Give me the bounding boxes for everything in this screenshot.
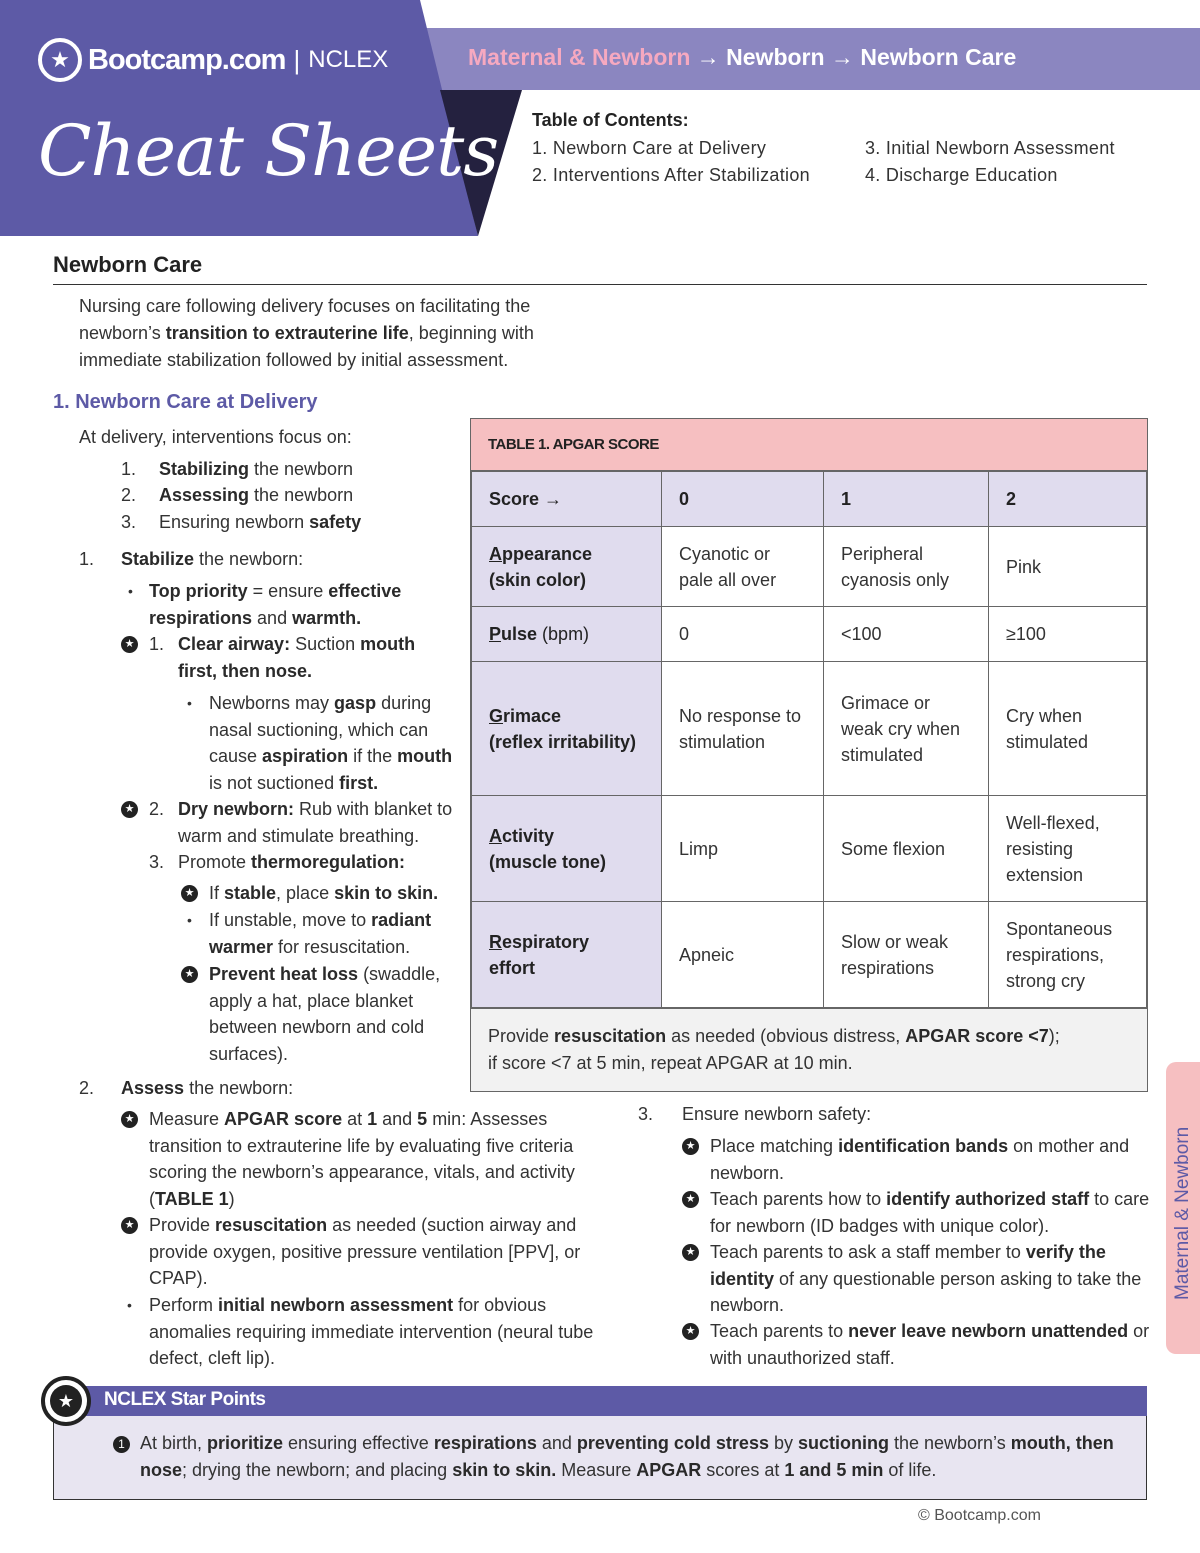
table-row — [472, 607, 1147, 662]
toc-title: Table of Contents: — [532, 110, 689, 130]
table-cell: Cyanotic or pale all over — [662, 527, 824, 607]
star-icon: ★ — [38, 38, 82, 82]
brand-name: Bootcamp.com — [88, 43, 286, 76]
star-icon: ★ — [50, 1385, 82, 1417]
list-number: 3. — [638, 1104, 654, 1124]
brand-separator: | — [293, 44, 301, 75]
star-bullet-icon: ★ — [682, 1191, 699, 1208]
list-number: 3. — [149, 852, 165, 872]
list-number: 2. — [79, 1078, 95, 1098]
table-row — [472, 662, 1147, 796]
star-bullet-icon: ★ — [121, 636, 138, 653]
table-footnote: Provide resuscitation as needed (obvious distress, APGAR score <7); if score <7 at 5 min, repeat APGAR at 10 min. — [471, 1008, 1147, 1091]
table-cell: Spontaneous respirations, strong cry — [989, 902, 1147, 1008]
table-cell: <100 — [824, 607, 989, 662]
list-number: 1. — [149, 634, 165, 654]
star-points-title: NCLEX Star Points — [104, 1389, 266, 1410]
table-cell: Well-flexed, resisting extension — [989, 796, 1147, 902]
product-name: NCLEX — [308, 46, 389, 73]
focus-item: Assessing the newborn — [159, 485, 354, 505]
star-badge — [41, 1376, 91, 1426]
focus-item: Ensuring newborn safety — [159, 512, 362, 532]
toc-item[interactable]: 3. Initial Newborn Assessment — [865, 138, 1115, 158]
table-cell: Slow or weak respirations — [824, 902, 989, 1008]
apgar-table — [470, 418, 1148, 1092]
list-number: 1. — [79, 549, 95, 569]
table-cell: Peripheral cyanosis only — [824, 527, 989, 607]
side-tab-label: Maternal & Newborn — [1172, 1126, 1193, 1300]
list-number: 1. — [121, 459, 137, 479]
star-bullet-icon: ★ — [682, 1138, 699, 1155]
bullet-icon: • — [128, 583, 133, 599]
subsection-heading: 1. Newborn Care at Delivery — [53, 391, 318, 413]
thermo-item: If unstable, move to radiant warmer for resuscitation. — [209, 910, 432, 957]
table-row — [472, 527, 1147, 607]
thermo-item: If stable, place skin to skin. — [209, 883, 439, 903]
assess-item: Measure APGAR score at 1 and 5 min: Assesses transition to extrauterine life by evaluating five criteria scoring the newborn’s appearance, vitals, and activity (TABLE 1) — [149, 1109, 575, 1209]
safety-item: Teach parents how to identify authorized staff to care for newborn (ID badges with unique color). — [710, 1189, 1150, 1236]
intro-paragraph: Nursing care following delivery focuses on facilitating the newborn’s transition to extrauterine life, beginning with immediate stabilization followed by initial assessment. — [79, 296, 534, 370]
table-cell: Grimace or weak cry when stimulated — [824, 662, 989, 796]
table-row — [472, 796, 1147, 902]
stabilize-heading: Stabilize the newborn: — [121, 549, 304, 569]
priority-text: Top priority = ensure effective respirations and warmth. — [149, 581, 402, 628]
brand-logo — [38, 38, 388, 82]
assess-heading: Assess the newborn: — [121, 1078, 294, 1098]
list-number: 2. — [149, 799, 165, 819]
bullet-icon: • — [187, 912, 192, 928]
breadcrumb-maternal[interactable]: Maternal & Newborn — [468, 44, 691, 70]
header-cell: 2 — [989, 472, 1147, 527]
star-point-text: At birth, prioritize ensuring effective respirations and preventing cold stress by suctioning the newborn’s mouth, then nose; drying the newborn; and placing skin to skin. Measure APGAR scores at 1 and 5 min of life. — [140, 1433, 1114, 1480]
bullet-icon: • — [127, 1297, 132, 1313]
star-bullet-icon: ★ — [181, 966, 198, 983]
star-bullet-icon: ★ — [682, 1244, 699, 1261]
cheat-sheets-title: Cheat Sheets — [38, 110, 499, 192]
header-cell: 0 — [662, 472, 824, 527]
gasp-note: Newborns may gasp during nasal suctioning, which can cause aspiration if the mouth is not suctioned first. — [209, 693, 453, 793]
focus-item: Stabilizing the newborn — [159, 459, 354, 479]
table-cell: Apneic — [662, 902, 824, 1008]
breadcrumb — [468, 44, 1016, 71]
safety-item: Teach parents to never leave newborn unattended or with unauthorized staff. — [710, 1321, 1150, 1368]
lead-text: At delivery, interventions focus on: — [79, 427, 352, 447]
star-bullet-icon: ★ — [181, 885, 198, 902]
safety-heading: Ensure newborn safety: — [682, 1104, 872, 1124]
toc-item[interactable]: 2. Interventions After Stabilization — [532, 165, 810, 185]
step-clear-airway: Clear airway: Suction mouth first, then nose. — [178, 634, 416, 681]
table-title: TABLE 1. APGAR SCORE — [471, 419, 1147, 471]
toc-item[interactable]: 1. Newborn Care at Delivery — [532, 138, 767, 158]
safety-item: Place matching identification bands on mother and newborn. — [710, 1136, 1130, 1183]
toc-item[interactable]: 4. Discharge Education — [865, 165, 1058, 185]
star-bullet-icon: ★ — [121, 1217, 138, 1234]
section-divider — [53, 284, 1147, 285]
safety-item: Teach parents to ask a staff member to verify the identity of any questionable person asking to take the newborn. — [710, 1242, 1142, 1315]
criterion-label: Grimace (reflex irritability) — [472, 662, 662, 796]
criterion-label: Respiratory effort — [472, 902, 662, 1008]
breadcrumb-arrow: → — [824, 44, 861, 70]
criterion-label: Pulse (bpm) — [472, 607, 662, 662]
table-cell: ≥100 — [989, 607, 1147, 662]
bullet-icon: • — [187, 695, 192, 711]
list-number: 2. — [121, 485, 137, 505]
table-header-row — [472, 472, 1147, 527]
breadcrumb-arrow: → — [690, 44, 727, 70]
apgar-grid — [471, 471, 1147, 1008]
table-cell: 0 — [662, 607, 824, 662]
star-bullet-icon: ★ — [121, 1111, 138, 1128]
table-cell: Pink — [989, 527, 1147, 607]
copyright: © Bootcamp.com — [918, 1507, 1041, 1524]
section-title: Newborn Care — [53, 252, 203, 277]
table-cell: No response to stimulation — [662, 662, 824, 796]
breadcrumb-newborn[interactable]: Newborn — [726, 44, 825, 70]
criterion-label: Appearance (skin color) — [472, 527, 662, 607]
header-cell: Score → — [472, 472, 662, 527]
step-thermoregulation: Promote thermoregulation: — [178, 852, 406, 872]
star-bullet-icon: ★ — [682, 1323, 699, 1340]
table-cell: Limp — [662, 796, 824, 902]
breadcrumb-newborn-care: Newborn Care — [860, 44, 1017, 70]
star-bullet-icon: ★ — [121, 801, 138, 818]
table-cell: Some flexion — [824, 796, 989, 902]
criterion-label: Activity (muscle tone) — [472, 796, 662, 902]
step-dry-newborn: Dry newborn: Rub with blanket to warm and stimulate breathing. — [178, 799, 453, 846]
table-row — [472, 902, 1147, 1008]
header-cell: 1 — [824, 472, 989, 527]
star-point-number: 1 — [113, 1436, 130, 1453]
table-cell: Cry when stimulated — [989, 662, 1147, 796]
assess-item: Perform initial newborn assessment for obvious anomalies requiring immediate intervention (neural tube defect, cleft lip). — [149, 1295, 594, 1368]
thermo-item: Prevent heat loss (swaddle, apply a hat, place blanket between newborn and cold surfaces). — [209, 964, 441, 1064]
list-number: 3. — [121, 512, 137, 532]
assess-item: Provide resuscitation as needed (suction airway and provide oxygen, positive pressure ventilation [PPV], or CPAP). — [149, 1215, 581, 1288]
